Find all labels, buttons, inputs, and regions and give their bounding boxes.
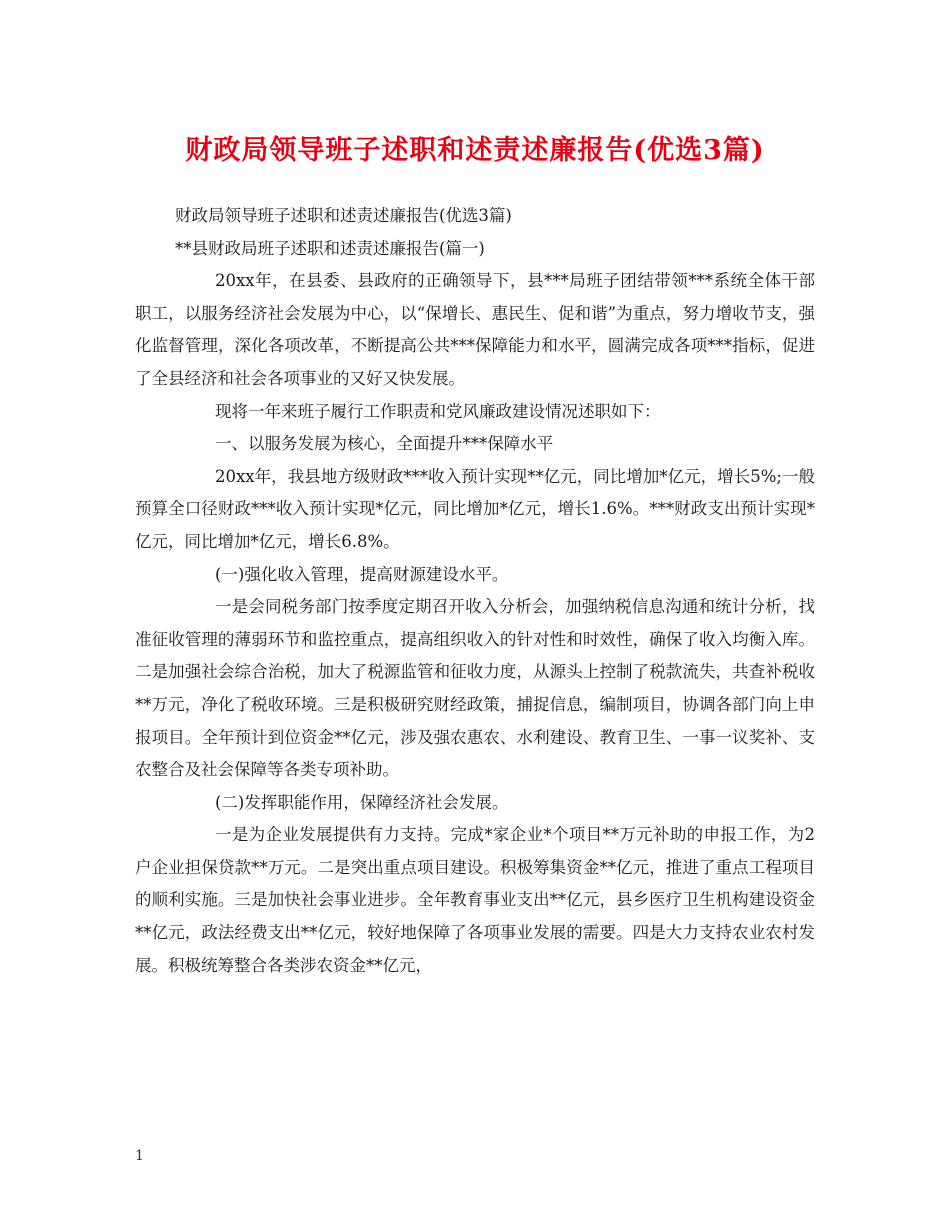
page-number: 1	[135, 1148, 144, 1164]
body-paragraph-revenue: 20xx年，我县地方级财政***收入预计实现**亿元，同比增加*亿元，增长5%;一般预算全口径财政***收入预计实现*亿元，同比增加*亿元，增长1.6%。***财政支出预计实现*亿元，同比增加*亿元，增长6.8%。	[135, 466, 815, 551]
body-paragraph-functions: 一是为企业发展提供有力支持。完成*家企业*个项目**万元补助的申报工作，为2户企业担保贷款**万元。二是突出重点项目建设。积极筹集资金**亿元，推进了重点工程项目的顺利实施。三是加快社会事业进步。全年教育事业支出**亿元，县乡医疗卫生机构建设资金**亿元，政法经费支出**亿元，较好地保障了各项事业发展的需要。四是大力支持农业农村发展。积极统筹整合各类涉农资金**亿元，	[135, 825, 815, 975]
subsection-heading-one: (一)强化收入管理，提高财源建设水平。	[215, 564, 509, 584]
document-body	[135, 200, 815, 982]
subsection-heading-two: (二)发挥职能作用，保障经济社会发展。	[215, 792, 509, 812]
document-title: 财政局领导班子述职和述责述廉报告(优选3篇)	[185, 135, 765, 166]
subtitle-line: 财政局领导班子述职和述责述廉报告(优选3篇)	[175, 206, 512, 225]
section-heading-one: 一、以服务发展为核心，全面提升***保障水平	[215, 434, 554, 454]
body-paragraph-report-statement: 现将一年来班子履行工作职责和党风廉政建设情况述职如下：	[215, 401, 661, 421]
body-paragraph-intro: 20xx年，在县委、县政府的正确领导下，县***局班子团结带领***系统全体干部职工，以服务经济社会发展为中心，以“保增长、惠民生、促和谐”为重点，努力增收节支，强化监督管理，深化各项改革，不断提高公共***保障能力和水平，圆满完成各项***指标，促进了全县经济和社会各项事业的又好又快发展。	[135, 271, 815, 388]
section-heading-part1: **县财政局班子述职和述责述廉报告(篇一)	[175, 238, 485, 258]
body-paragraph-income-management: 一是会同税务部门按季度定期召开收入分析会，加强纳税信息沟通和统计分析，找准征收管理的薄弱环节和监控重点，提高组织收入的针对性和时效性，确保了收入均衡入库。二是加强社会综合治税，加大了税源监管和征收力度，从源头上控制了税款流失，共查补税收 **万元，净化了税收环境。三是积极研究财经政策，捕捉信息，编制项目，协调各部门向上申报项目。全年预计到位资金**亿元，涉及强农惠农、水利建设、教育卫生、一事一议奖补、支农整合及社会保障等各类专项补助。	[135, 597, 815, 780]
